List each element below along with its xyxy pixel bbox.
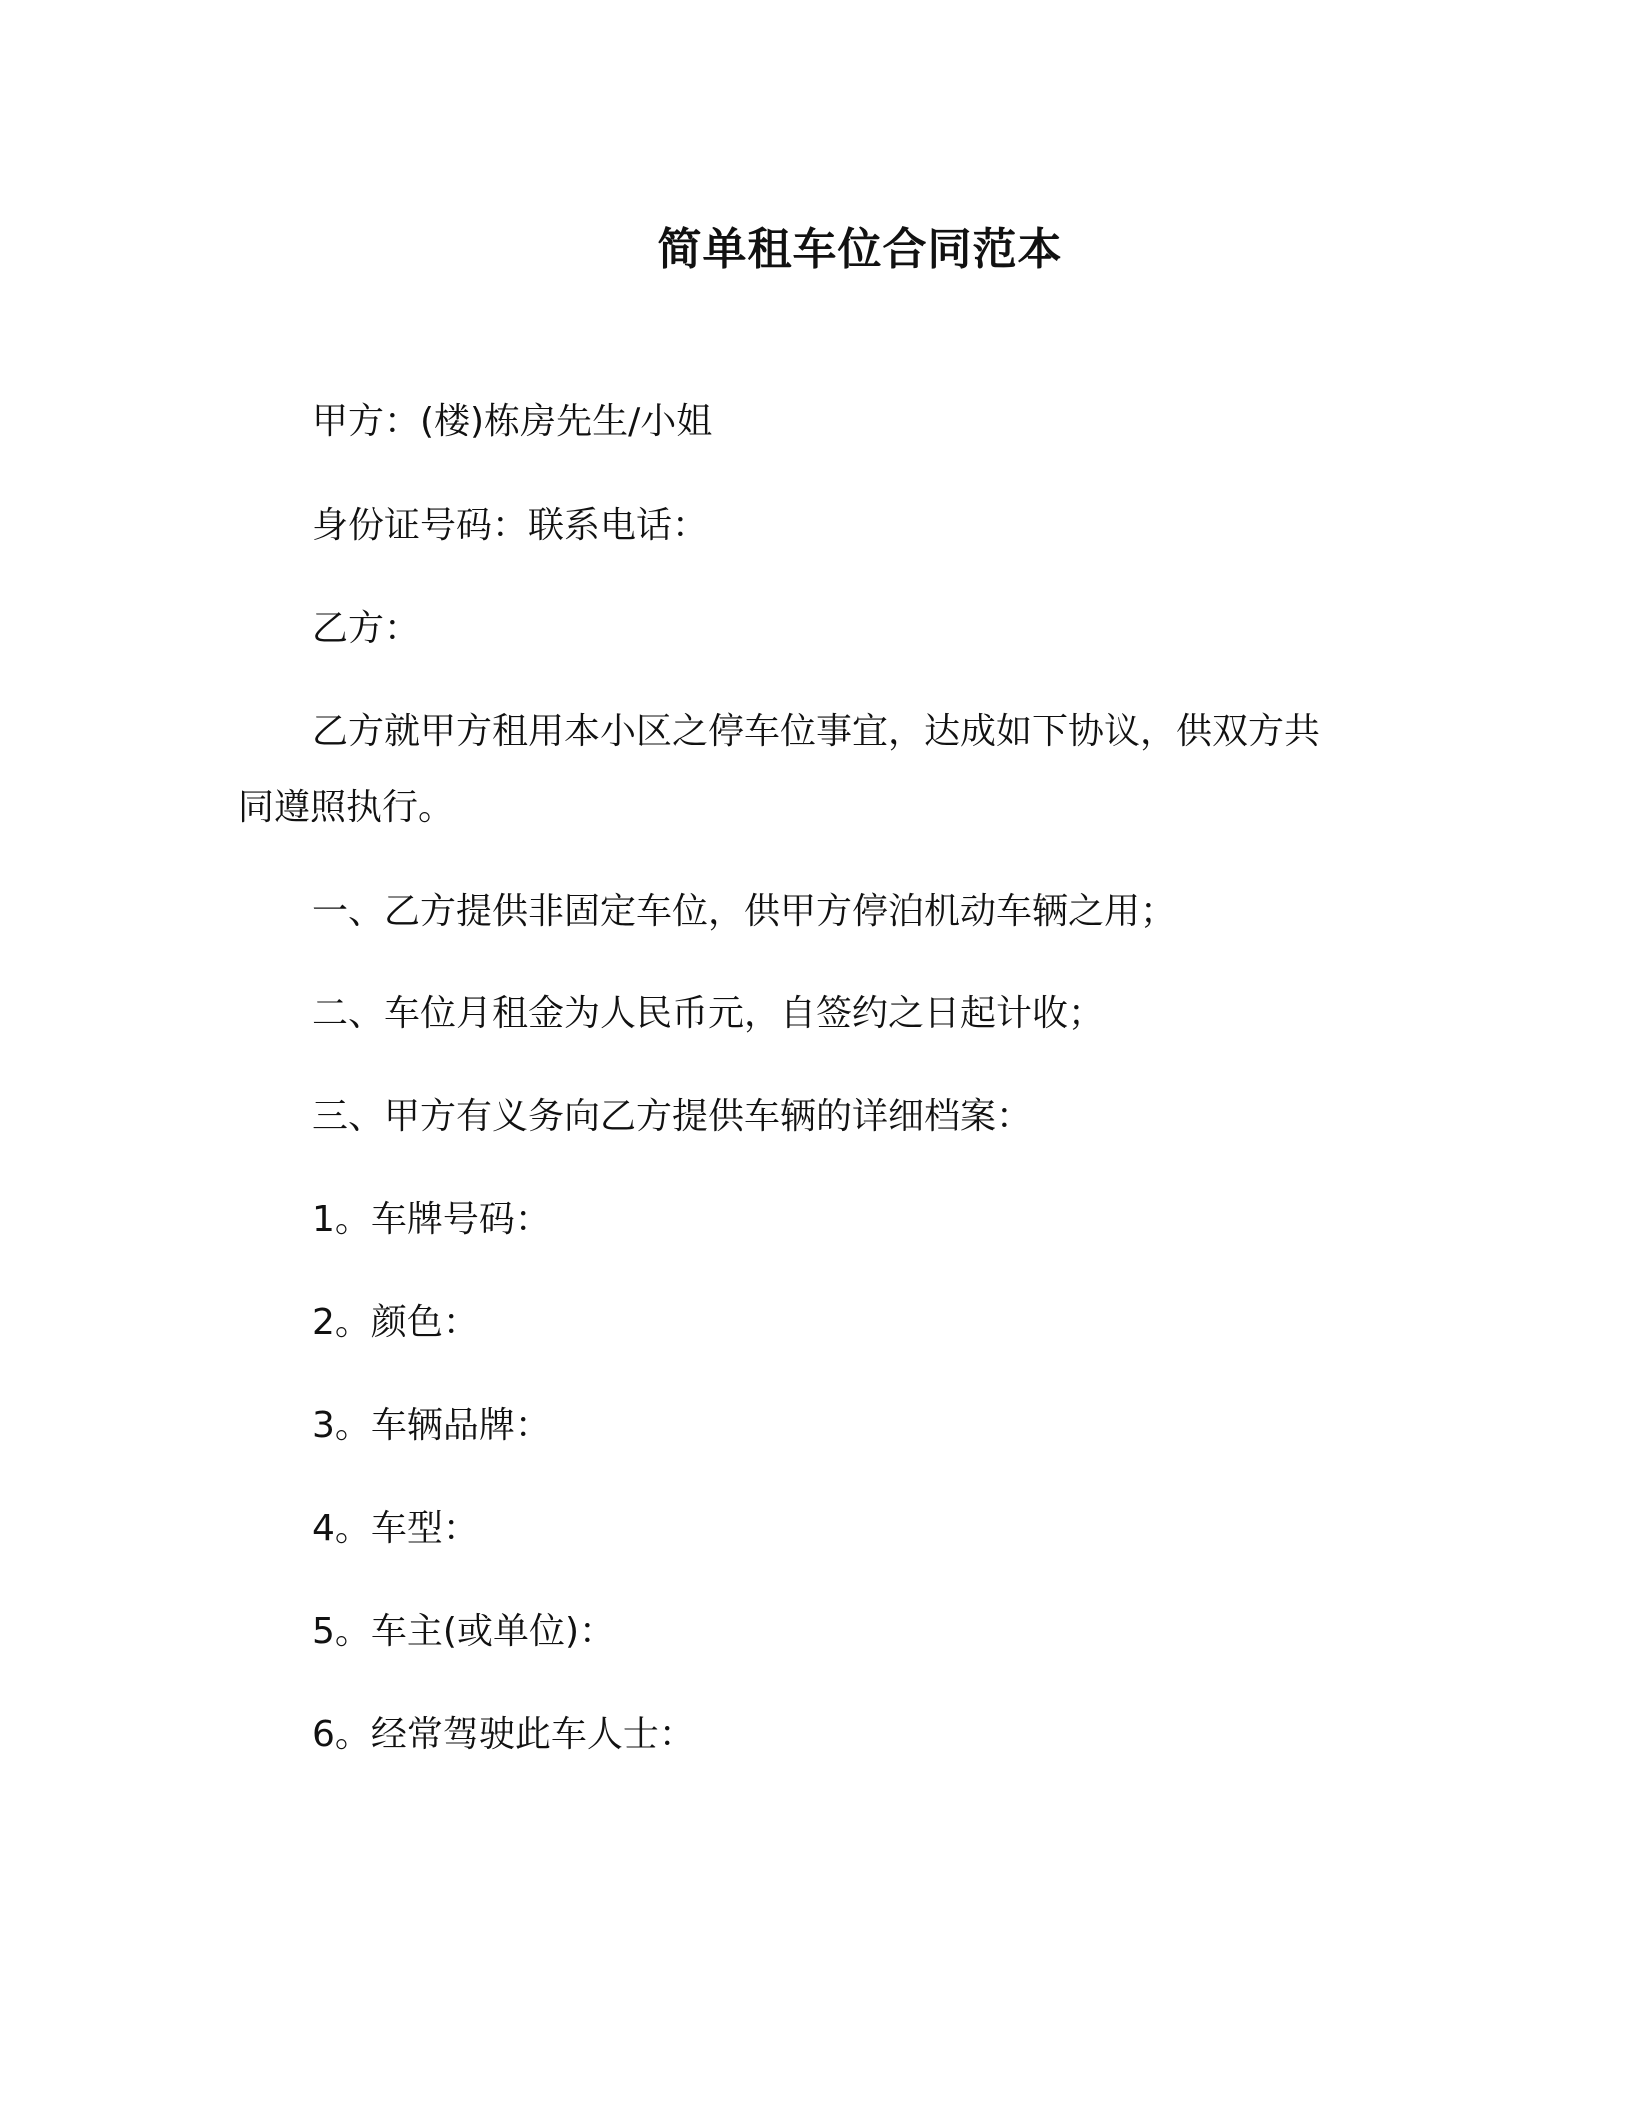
clause-3: 三、甲方有义务向乙方提供车辆的详细档案： <box>312 1096 1033 1137</box>
vehicle-item-color: 2。颜色： <box>312 1302 479 1343</box>
intro-paragraph-line-1: 乙方就甲方租用本小区之停车位事宜，达成如下协议，供双方共 <box>312 711 1321 752</box>
id-phone-line: 身份证号码：联系电话： <box>312 505 709 546</box>
clause-2: 二、车位月租金为人民币元，自签约之日起计收； <box>312 993 1105 1034</box>
vehicle-item-plate: 1。车牌号码： <box>312 1199 551 1240</box>
clause-1: 一、乙方提供非固定车位，供甲方停泊机动车辆之用； <box>312 891 1177 932</box>
vehicle-item-brand: 3。车辆品牌： <box>312 1405 551 1446</box>
document-title: 简单租车位合同范本 <box>657 224 1063 275</box>
party-a-line: 甲方：(楼)栋房先生/小姐 <box>312 401 713 442</box>
party-b-line: 乙方： <box>312 608 421 649</box>
vehicle-item-owner: 5。车主(或单位)： <box>312 1611 615 1652</box>
vehicle-item-model: 4。车型： <box>312 1508 479 1549</box>
vehicle-item-driver: 6。经常驾驶此车人士： <box>312 1714 695 1755</box>
intro-paragraph-line-2: 同遵照执行。 <box>238 787 455 828</box>
